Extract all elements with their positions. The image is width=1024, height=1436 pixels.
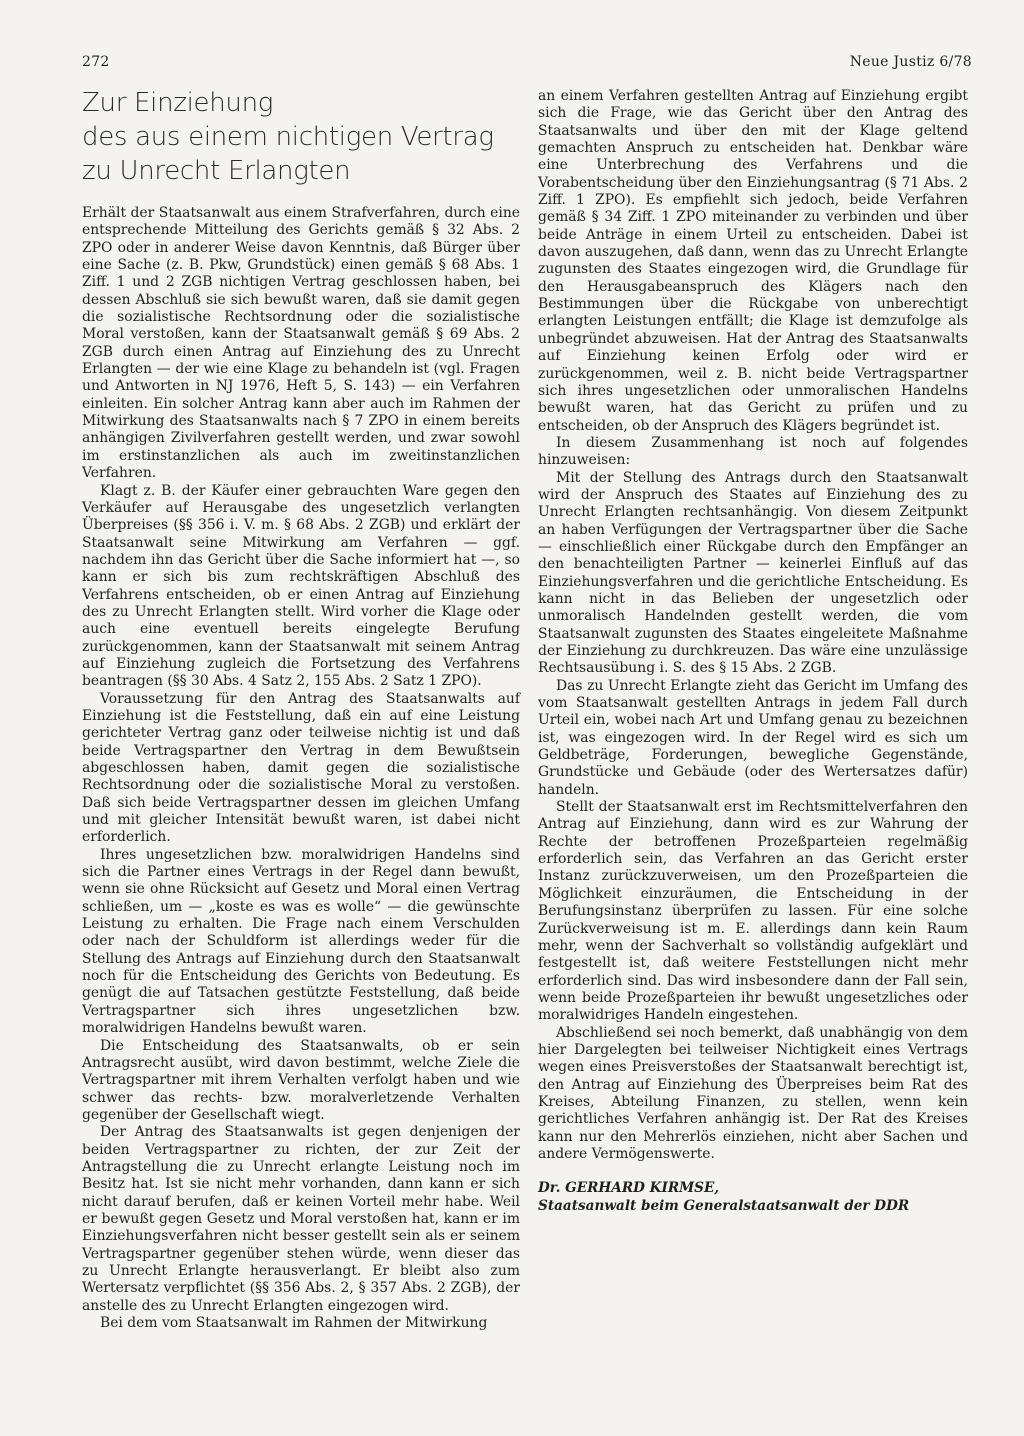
paragraph: an einem Verfahren gestellten Antrag auf Einziehung ergibt sich die Frage, wie das Gericht über den Antrag des Staatsanwalts und über den mit der Klage geltend gemachten Anspruch zu entscheiden hat. Denkbar wäre eine Unterbrechung des Verfahrens und die Vorabentscheidung über den Einziehungsantrag (§ 71 Abs. 2 Ziff. 1 ZPO). Es empfiehlt sich jedoch, beide Verfahren gemäß § 34 Ziff. 1 ZPO miteinander zu verbinden und über beide Anträge in einem Urteil zu entscheiden. Dabei ist davon auszugehen, daß dann, wenn das zu Unrecht Erlangte zugunsten des Staates eingezogen wird, die Grundlage für den Herausgabeanspruch des Klägers nach den Bestimmungen über die Rückgabe von unberechtigt erlangten Leistungen entfällt; die Klage ist demzufolge als unbegründet abzuweisen. Hat der Antrag des Staatsanwalts auf Einziehung keinen Erfolg oder wird er zurückgenommen, weil z. B. nicht beide Vertragspartner sich ihres ungesetzlichen oder unmoralischen Handelns bewußt waren, hat das Gericht zu prüfen und zu entscheiden, ob der Anspruch des Klägers begründet ist. [538, 88, 968, 434]
author-name: Dr. GERHARD KIRMSE, [538, 1180, 720, 1197]
title-line: zu Unrecht Erlangten [82, 156, 351, 186]
paragraph: Ihres ungesetzlichen bzw. moralwidrigen Handelns sind sich die Partner eines Vertrags in der Regel dann bewußt, wenn sie ohne Rücksicht auf Gesetz und Moral einen Vertrag schließen, um — „koste es was es wolle“ — die gewünschte Leistung zu erhalten. Die Frage nach einem Verschulden oder nach der Schuldform ist allerdings weder für die Stellung des Antrags auf Einziehung durch den Staatsanwalt noch für die Entscheidung des Gerichts von Bedeutung. Es genügt die auf Tatsachen gestützte Feststellung, daß beide Vertragspartner sich ihres ungesetzlichen bzw. moralwidrigen Handelns bewußt waren. [82, 846, 520, 1037]
paragraph: Voraussetzung für den Antrag des Staatsanwalts auf Einziehung ist die Feststellung, daß ein auf eine Leistung gerichteter Vertrag ganz oder teilweise nichtig ist und daß beide Vertragspartner den Vertrag in dem Bewußtsein abgeschlossen haben, damit gegen die sozialistische Rechtsordnung oder die sozialistische Moral zu verstoßen. Daß sich beide Vertragspartner dessen im gleichen Umfang und mit gleicher Intensität bewußt waren, ist dabei nicht erforderlich. [82, 690, 520, 846]
title-line: Zur Einziehung [82, 88, 274, 118]
paragraph: Die Entscheidung des Staatsanwalts, ob er sein Antragsrecht ausübt, wird davon bestimmt, welche Ziele die Vertragspartner mit ihrem Verhalten verfolgt haben und wie schwer das rechts- bzw. moralverletzende Verhalten gegenüber der Gesellschaft wiegt. [82, 1037, 520, 1123]
article-title [82, 86, 522, 188]
paragraph: Das zu Unrecht Erlangte zieht das Gericht im Umfang des vom Staatsanwalt gestellten Antrags in jedem Fall durch Urteil ein, wobei nach Art und Umfang genau zu bezeichnen ist, was eingezogen wird. In der Regel wird es sich um Geldbeträge, Forderungen, bewegliche Gegenstände, Grundstücke und Gebäude (oder des Wertersatzes dafür) handeln. [538, 677, 968, 798]
author-role: Staatsanwalt beim Generalstaatsanwalt der DDR [538, 1198, 910, 1215]
author-signature [538, 1179, 968, 1215]
paragraph: Mit der Stellung des Antrags durch den Staatsanwalt wird der Anspruch des Staates auf Einziehung des zu Unrecht Erlangten rechtsanhängig. Von diesem Zeitpunkt an haben Verfügungen der Vertragspartner über die Sache — einschließlich einer Rückgabe durch den Empfänger an den benachteiligten Partner — keinerlei Einfluß auf das Einziehungsverfahren und die gerichtliche Entscheidung. Es kann nicht in das Belieben der ungesetzlich oder unmoralisch Handelnden gestellt werden, die vom Staatsanwalt zugunsten des Staates eingeleitete Maßnahme der Einziehung zu durchkreuzen. Das wäre eine unzulässige Rechtsausübung i. S. des § 15 Abs. 2 ZGB. [538, 469, 968, 677]
paragraph: Abschließend sei noch bemerkt, daß unabhängig von dem hier Dargelegten bei teilweiser Nichtigkeit eines Vertrags wegen eines Preisverstoßes der Staatsanwalt berechtigt ist, den Antrag auf Einziehung des Überpreises beim Rat des Kreises, Abteilung Finanzen, zu stellen, wenn kein gerichtliches Verfahren anhängig ist. Der Rat des Kreises kann nur den Mehrerlös einziehen, nicht aber Sachen und andere Vermögenswerte. [538, 1024, 968, 1162]
right-column [538, 88, 968, 1215]
paragraph: Erhält der Staatsanwalt aus einem Strafverfahren, durch eine entsprechende Mitteilung des Gerichts gemäß § 32 Abs. 2 ZPO oder in anderer Weise davon Kenntnis, daß Bürger über eine Sache (z. B. Pkw, Grundstück) einen gemäß § 68 Abs. 1 Ziff. 1 und 2 ZGB nichtigen Vertrag geschlossen haben, bei dessen Abschluß sie sich bewußt waren, daß sie damit gegen die sozialistische Rechtsordnung oder die sozialistische Moral verstoßen, kann der Staatsanwalt gemäß § 69 Abs. 2 ZGB durch einen Antrag auf Einziehung des zu Unrecht Erlangten — der wie eine Klage zu behandeln ist (vgl. Fragen und Antworten in NJ 1976, Heft 5, S. 143) — ein Verfahren einleiten. Ein solcher Antrag kann aber auch im Rahmen der Mitwirkung des Staatsanwalts nach § 7 ZPO in einem bereits anhängigen Zivilverfahren gestellt werden, und zwar sowohl im erstinstanzlichen als auch im zweitinstanzlichen Verfahren. [82, 205, 520, 482]
left-column [82, 205, 520, 1332]
paragraph: Der Antrag des Staatsanwalts ist gegen denjenigen der beiden Vertragspartner zu richten, der zur Zeit der Antragstellung die zu Unrecht erlangte Leistung noch im Besitz hat. Ist sie nicht mehr vorhanden, dann kann er sich nicht darauf berufen, daß er keinen Vorteil mehr habe. Weil er bewußt gegen Gesetz und Moral verstoßen hat, kann er im Einziehungsverfahren nicht besser gestellt sein als er seinem Vertragspartner gegenüber stehen würde, wenn dieser das zu Unrecht Erlangte herausverlangt. Er bleibt also zum Wertersatz verpflichtet (§§ 356 Abs. 2, § 357 Abs. 2 ZGB), der anstelle des zu Unrecht Erlangten eingezogen wird. [82, 1124, 520, 1314]
paragraph: Stellt der Staatsanwalt erst im Rechtsmittelverfahren den Antrag auf Einziehung, dann wird es zur Wahrung der Rechte der betroffenen Prozeßparteien regelmäßig erforderlich sein, das Verfahren an das Gericht erster Instanz zurückzuverweisen, um den Prozeßparteien die Möglichkeit einzuräumen, die Entscheidung in der Berufungsinstanz überprüfen zu lassen. Für eine solche Zurückverweisung ist m. E. allerdings dann kein Raum mehr, wenn der Sachverhalt so vollständig aufgeklärt und festgestellt ist, daß weitere Feststellungen nicht mehr erforderlich sind. Das wird insbesondere dann der Fall sein, wenn beide Prozeßparteien ihr bewußt ungesetzliches oder moralwidriges Handeln eingestehen. [538, 799, 968, 1024]
paragraph: In diesem Zusammenhang ist noch auf folgendes hinzuweisen: [538, 434, 968, 469]
journal-issue: Neue Justiz 6/78 [849, 54, 972, 70]
paragraph: Klagt z. B. der Käufer einer gebrauchten Ware gegen den Verkäufer auf Herausgabe des ungesetzlich verlangten Überpreises (§§ 356 i. V. m. § 68 Abs. 2 ZGB) und erklärt der Staatsanwalt seine Mitwirkung am Verfahren — ggf. nachdem ihn das Gericht über die Sache informiert hat —, so kann er sich bis zum rechtskräftigen Abschluß des Verfahrens entscheiden, ob er einen Antrag auf Einziehung des zu Unrecht Erlangten stellt. Wird vorher die Klage oder auch eine eventuell bereits eingelegte Berufung zurückgenommen, kann der Staatsanwalt mit seinem Antrag auf Einziehung zugleich die Fortsetzung des Verfahrens beantragen (§§ 30 Abs. 4 Satz 2, 155 Abs. 2 Satz 1 ZPO). [82, 482, 520, 690]
title-line: des aus einem nichtigen Vertrag [82, 122, 494, 152]
page-number: 272 [82, 54, 110, 70]
paragraph: Bei dem vom Staatsanwalt im Rahmen der Mitwirkung [100, 1315, 488, 1331]
